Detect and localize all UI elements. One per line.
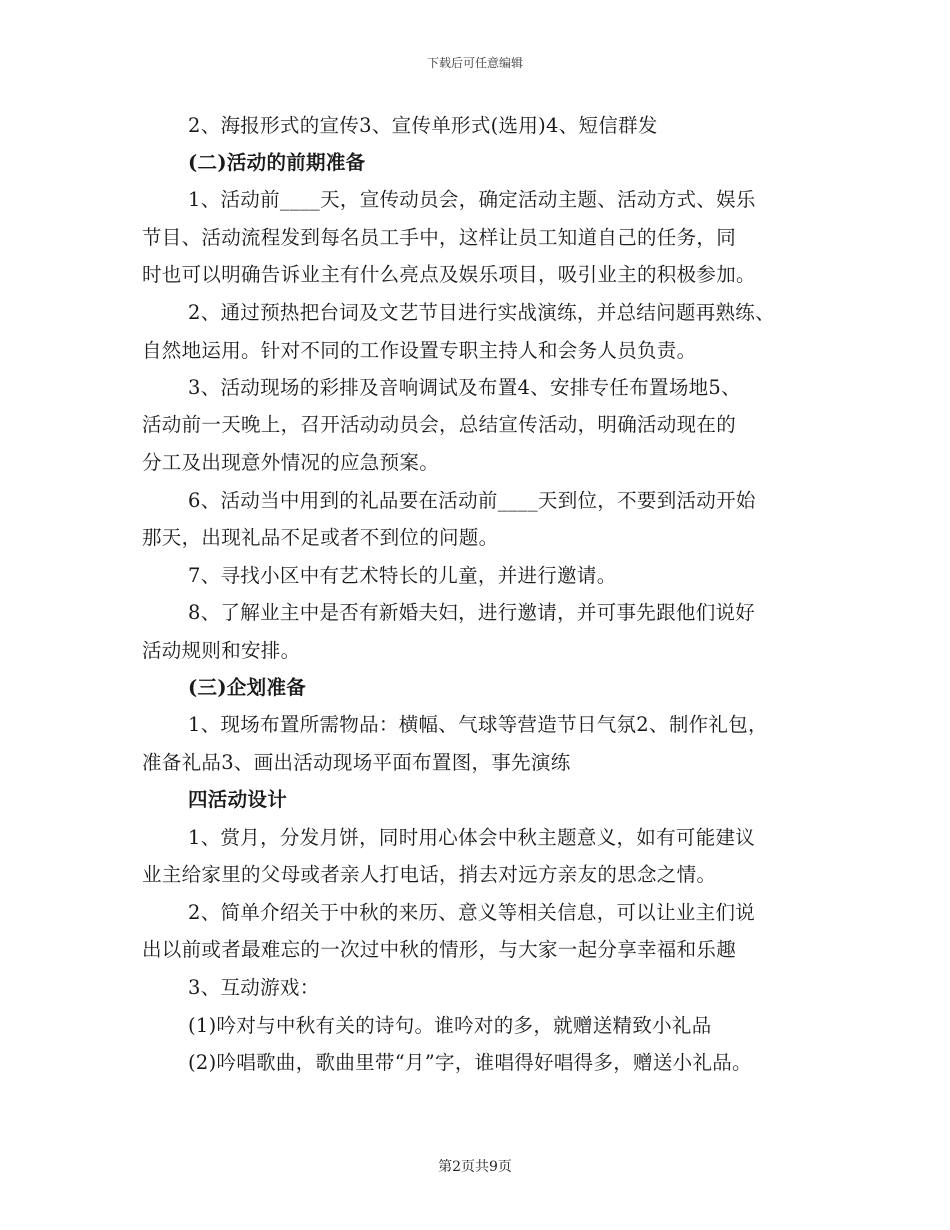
text-line: (2)吟唱歌曲，歌曲里带“月”字，谁唱得好唱得多，赠送小礼品。 [188,1051,752,1074]
text-line: 准备礼品3、画出活动现场平面布置图，事先演练 [142,751,571,774]
section-heading: (三)企划准备 [188,676,307,699]
text-line: 出以前或者最难忘的一次过中秋的情形，与大家一起分享幸福和乐趣 [142,938,737,961]
text-line: 7、寻找小区中有艺术特长的儿童，并进行邀请。 [188,564,617,587]
section-heading: (二)活动的前期准备 [188,151,366,174]
text-line: 分工及出现意外情况的应急预案。 [142,451,440,474]
text-line: 活动前一天晚上，召开活动动员会，总结宣传活动，明确活动现在的 [142,413,737,436]
text-line: 2、通过预热把台词及文艺节目进行实战演练，并总结问题再熟练、 [188,301,775,324]
text-line: 2、简单介绍关于中秋的来历、意义等相关信息，可以让业主们说 [188,901,756,924]
section-heading: 四活动设计 [188,788,288,811]
text-line: 6、活动当中用到的礼品要在活动前____天到位，不要到活动开始 [188,489,756,512]
text-line: 时也可以明确告诉业主有什么亮点及娱乐项目，吸引业主的积极参加。 [142,263,756,286]
text-line: 1、活动前____天，宣传动员会，确定活动主题、活动方式、娱乐 [188,188,756,211]
text-line: (1)吟对与中秋有关的诗句。谁吟对的多，就赠送精致小礼品 [188,1014,712,1037]
text-line: 那天，出现礼品不足或者不到位的问题。 [142,526,499,549]
page-header: 下载后可任意编辑 [426,56,523,70]
text-line: 3、互动游戏： [188,976,320,999]
text-line: 3、活动现场的彩排及音响调试及布置4、安排专任布置场地5、 [188,376,741,399]
text-line: 1、赏月，分发月饼，同时用心体会中秋主题意义，如有可能建议 [188,826,756,849]
text-line: 1、现场布置所需物品：横幅、气球等营造节日气氛2、制作礼包， [188,713,768,736]
text-line: 活动规则和安排。 [142,639,301,662]
text-line: 业主给家里的父母或者亲人打电话，捎去对远方亲友的思念之情。 [142,863,717,886]
page-footer: 第2页共9页 [438,1159,512,1175]
text-line: 8、了解业主中是否有新婚夫妇，进行邀请，并可事先跟他们说好 [188,601,756,624]
text-line: 2、海报形式的宣传3、宣传单形式(选用)4、短信群发 [188,114,658,137]
text-line: 节目、活动流程发到每名员工手中，这样让员工知道自己的任务，同 [142,226,737,249]
text-line: 自然地运用。针对不同的工作设置专职主持人和会务人员负责。 [142,339,697,362]
